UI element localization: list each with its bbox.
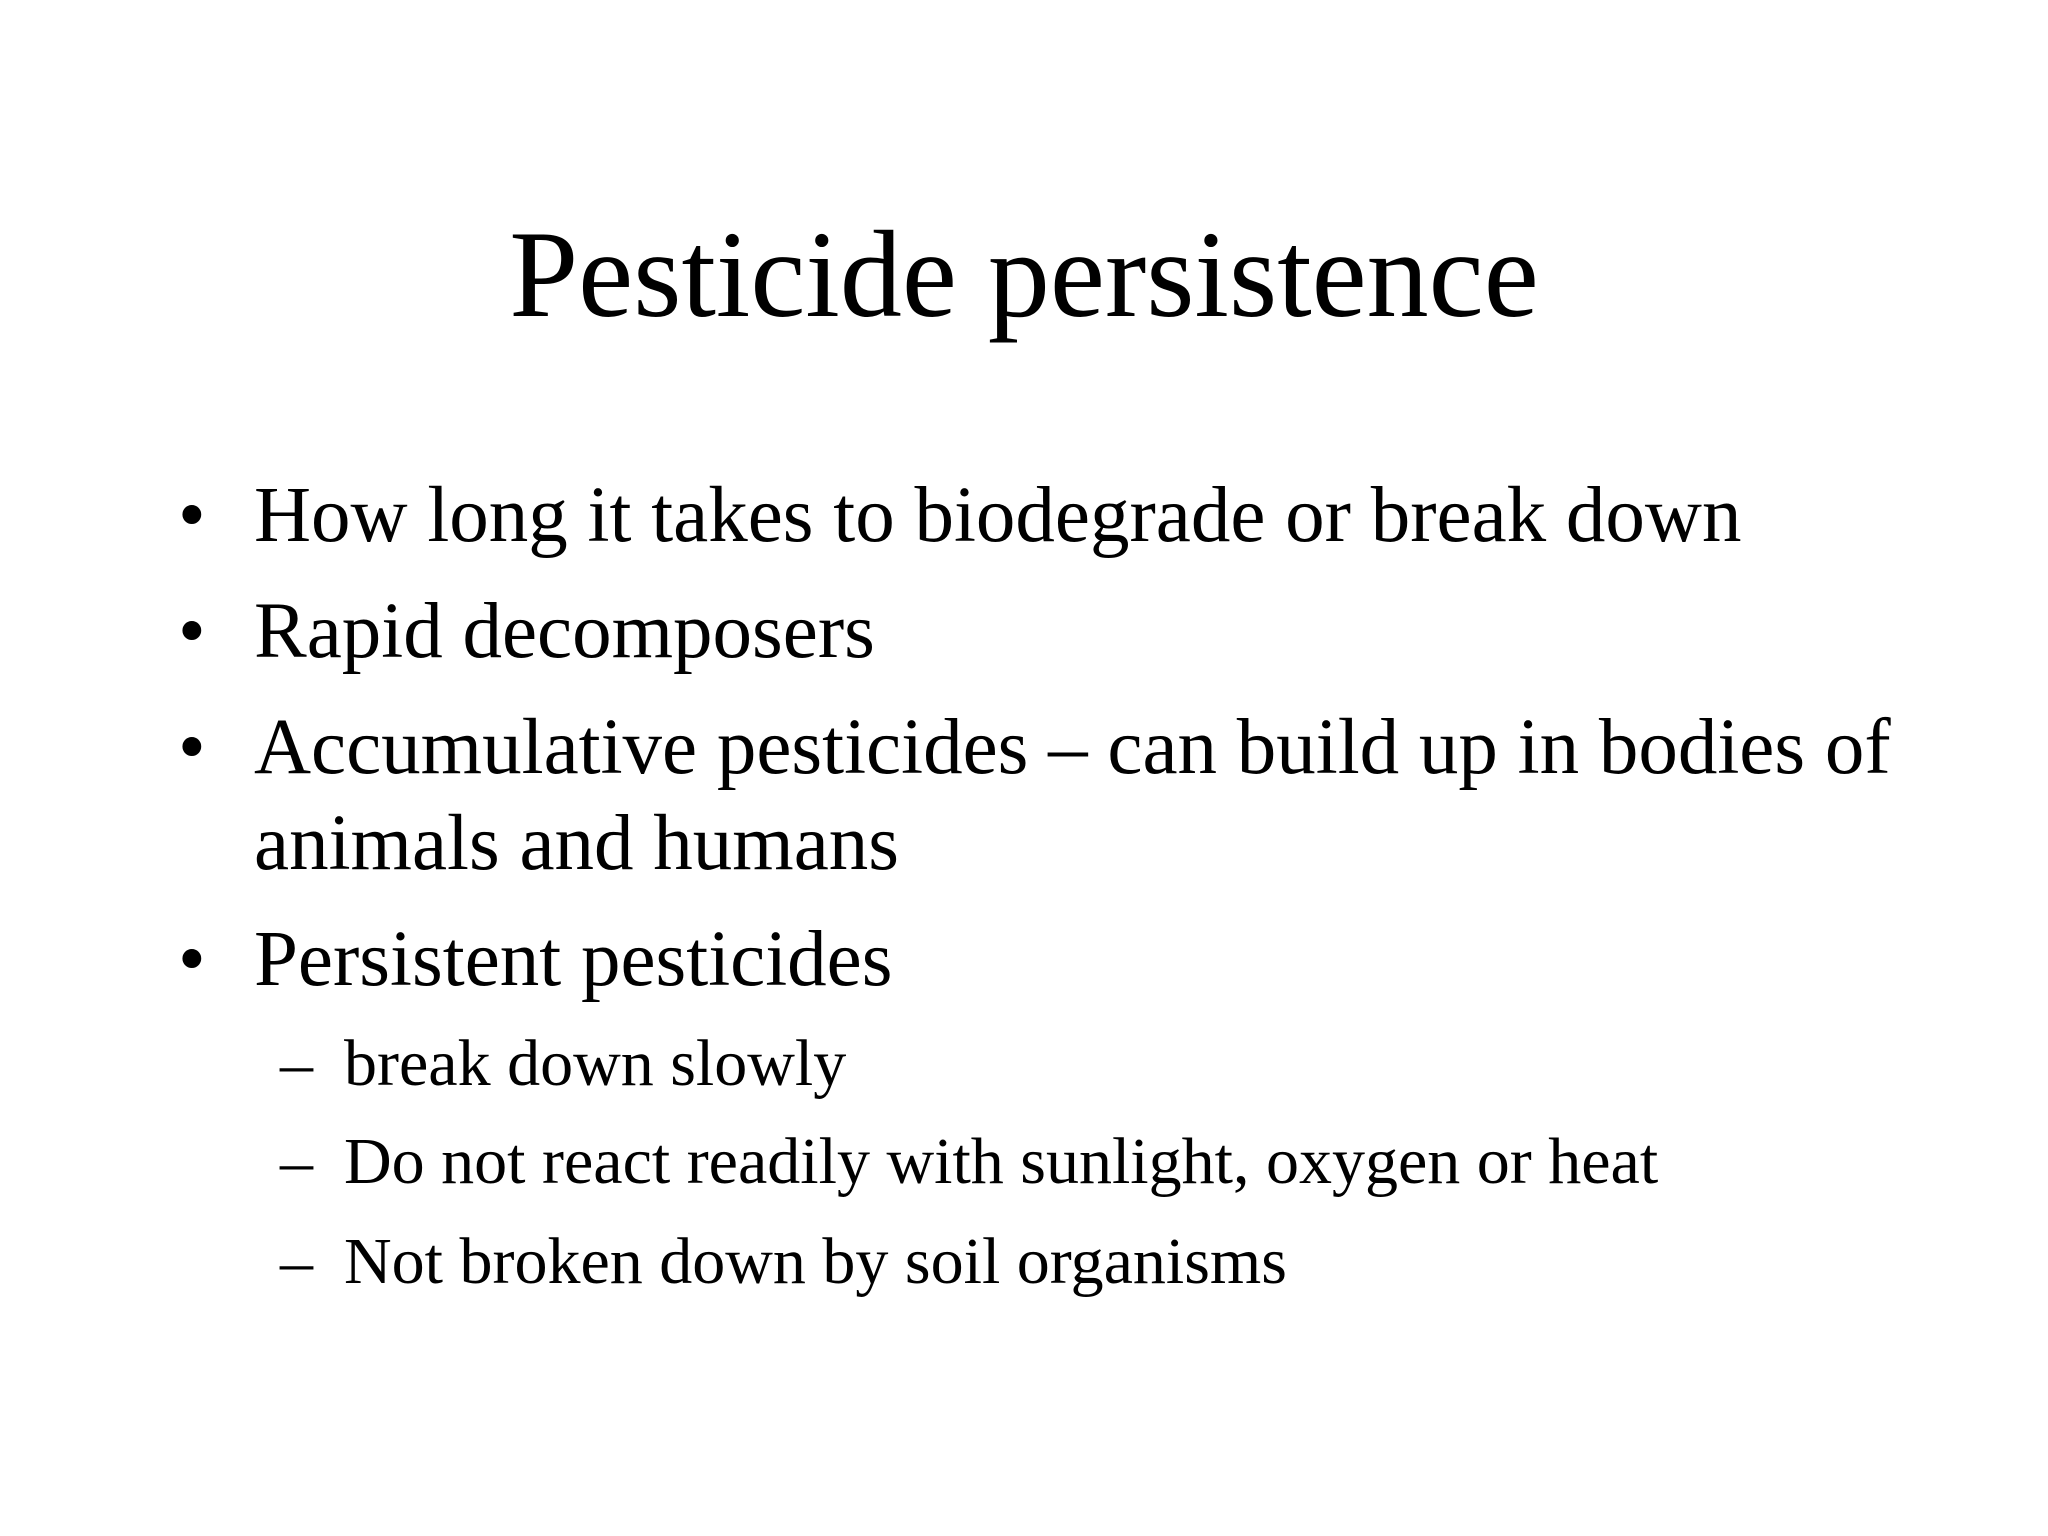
bullet-text: Persistent pesticides <box>254 916 893 1003</box>
bullet-marker: • <box>178 704 206 791</box>
sub-bullet-text: break down slowly <box>344 1027 847 1100</box>
bullet-text: Rapid decomposers <box>254 588 875 675</box>
sub-bullet-marker: – <box>280 1027 313 1100</box>
sub-bullet-text: Do not react readily with sunlight, oxygen or heat <box>344 1125 1659 1198</box>
sub-bullet-marker: – <box>280 1225 313 1298</box>
bullet-marker: • <box>178 588 206 675</box>
sub-bullet-text: Not broken down by soil organisms <box>344 1225 1287 1298</box>
slide-title: Pesticide persistence <box>509 206 1539 343</box>
sub-bullet-marker: – <box>280 1125 313 1198</box>
bullet-text: How long it takes to biodegrade or break down <box>254 472 1742 559</box>
bullet-marker: • <box>178 472 206 559</box>
bullet-text-line-2: animals and humans <box>254 800 900 887</box>
bullet-marker: • <box>178 916 206 1003</box>
bullet-text-line-1: Accumulative pesticides – can build up in bodies of <box>254 704 1891 791</box>
